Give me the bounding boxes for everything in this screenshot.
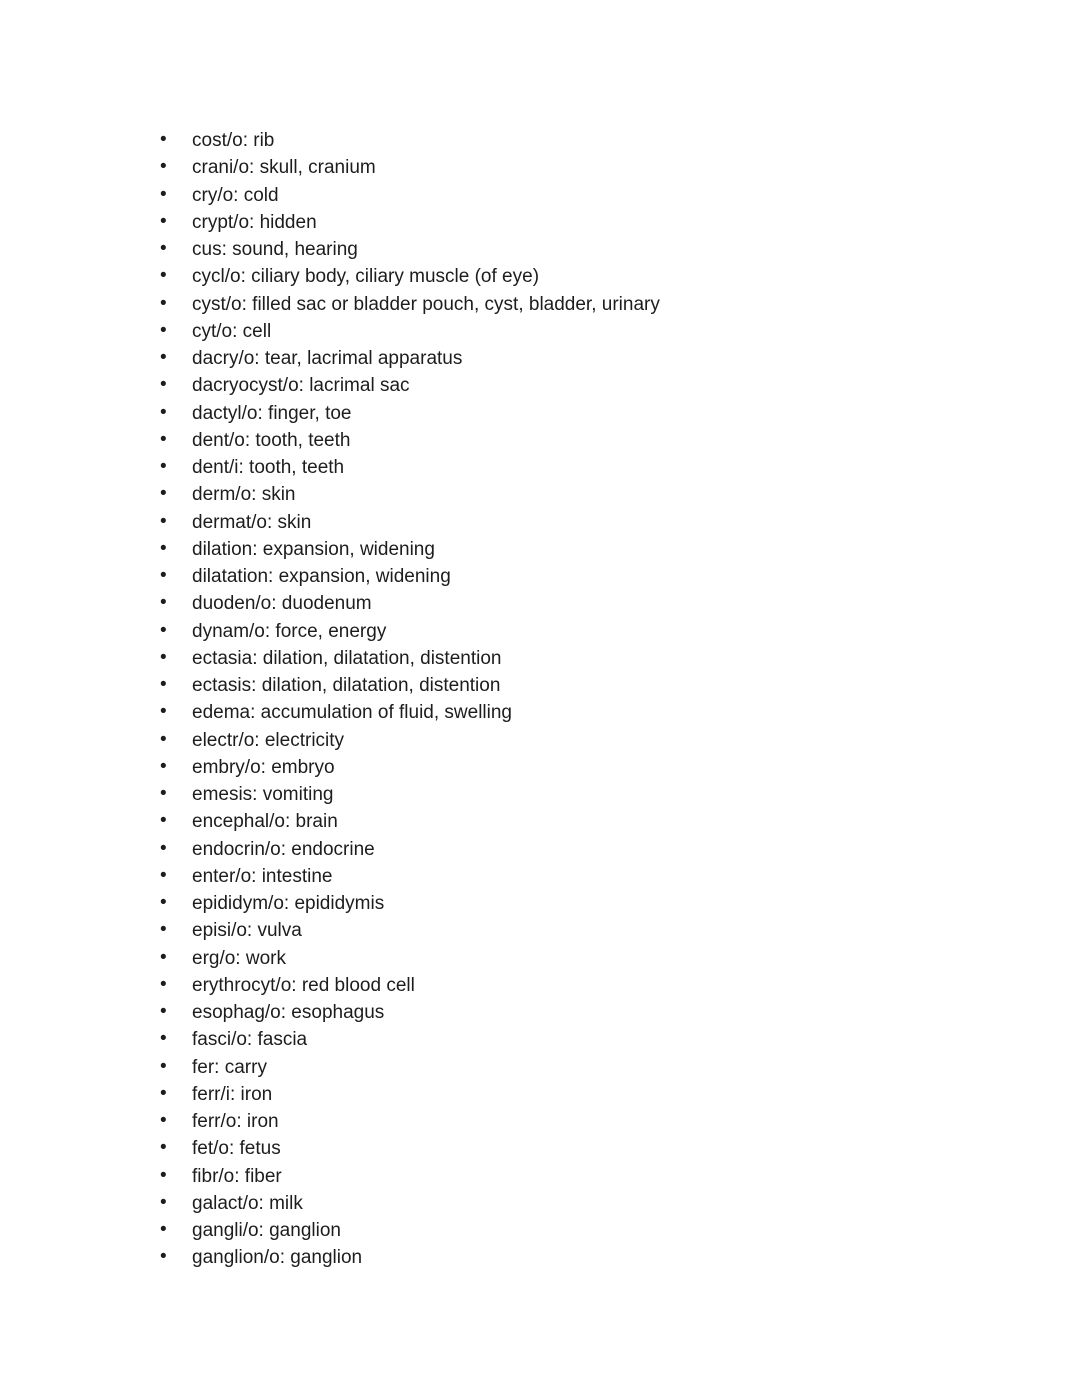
bullet-icon: • xyxy=(160,1110,167,1131)
term-text: esophag/o: esophagus xyxy=(192,1002,385,1023)
bullet-icon: • xyxy=(160,156,167,178)
bullet-icon: • xyxy=(160,401,167,423)
term-text: dent/o: tooth, teeth xyxy=(192,429,351,451)
list-item xyxy=(160,672,960,699)
bullet-icon: • xyxy=(160,210,167,232)
list-item xyxy=(160,972,960,999)
term-text: edema: accumulation of fluid, swelling xyxy=(192,702,513,724)
term-text: gangli/o: ganglion xyxy=(192,1220,341,1241)
bullet-icon: • xyxy=(160,755,167,777)
list-item xyxy=(160,127,960,154)
bullet-icon: • xyxy=(160,919,167,941)
list-item xyxy=(160,481,960,508)
bullet-icon: • xyxy=(160,265,167,287)
list-item xyxy=(160,1217,960,1244)
list-item xyxy=(160,1108,960,1135)
bullet-icon: • xyxy=(160,292,167,314)
term-text: crani/o: skull, cranium xyxy=(192,157,376,179)
list-item xyxy=(160,236,960,263)
list-item xyxy=(160,1026,960,1053)
term-text: fasci/o: fascia xyxy=(192,1029,308,1051)
term-text: crypt/o: hidden xyxy=(192,211,317,233)
list-item xyxy=(160,863,960,890)
term-text: fet/o: fetus xyxy=(192,1138,281,1160)
bullet-icon: • xyxy=(160,456,167,477)
term-text: erythrocyt/o: red blood cell xyxy=(192,974,415,996)
bullet-icon: • xyxy=(160,619,167,641)
term-text: dilation: expansion, widening xyxy=(192,538,435,560)
list-item xyxy=(160,154,960,181)
list-item xyxy=(160,699,960,726)
list-item xyxy=(160,509,960,536)
bullet-icon: • xyxy=(160,1137,167,1159)
list-item xyxy=(160,836,960,863)
list-item xyxy=(160,209,960,236)
list-item xyxy=(160,536,960,563)
list-item xyxy=(160,318,960,345)
bullet-icon: • xyxy=(160,646,167,668)
bullet-icon: • xyxy=(160,129,167,150)
list-item xyxy=(160,890,960,917)
bullet-icon: • xyxy=(160,347,167,368)
bullet-icon: • xyxy=(160,592,167,614)
list-item xyxy=(160,645,960,672)
term-text: cyst/o: filled sac or bladder pouch, cyst, bladder, urinary xyxy=(192,293,660,315)
bullet-icon: • xyxy=(160,537,167,559)
term-text: dactyl/o: finger, toe xyxy=(192,402,352,424)
list-item xyxy=(160,917,960,944)
bullet-icon: • xyxy=(160,319,167,341)
list-item xyxy=(160,999,960,1026)
term-text: cyt/o: cell xyxy=(192,320,272,342)
bullet-icon: • xyxy=(160,728,167,750)
term-text: duoden/o: duodenum xyxy=(192,593,372,615)
term-text: fer: carry xyxy=(192,1056,267,1078)
list-item xyxy=(160,291,960,318)
bullet-icon: • xyxy=(160,183,167,205)
term-text: emesis: vomiting xyxy=(192,784,334,805)
list-item xyxy=(160,781,960,808)
bullet-icon: • xyxy=(160,973,167,995)
list-item xyxy=(160,427,960,454)
term-text: cus: sound, hearing xyxy=(192,239,358,260)
term-text: erg/o: work xyxy=(192,947,286,969)
bullet-icon: • xyxy=(160,674,167,695)
bullet-icon: • xyxy=(160,837,167,859)
list-item xyxy=(160,808,960,835)
term-text: embry/o: embryo xyxy=(192,756,335,778)
bullet-icon: • xyxy=(160,701,167,723)
list-item xyxy=(160,754,960,781)
bullet-icon: • xyxy=(160,1028,167,1050)
term-list xyxy=(160,127,960,1272)
bullet-icon: • xyxy=(160,864,167,886)
bullet-icon: • xyxy=(160,1219,167,1240)
bullet-icon: • xyxy=(160,510,167,532)
bullet-icon: • xyxy=(160,1246,167,1268)
list-item xyxy=(160,1054,960,1081)
list-item xyxy=(160,345,960,372)
list-item xyxy=(160,1135,960,1162)
bullet-icon: • xyxy=(160,810,167,832)
list-item xyxy=(160,1163,960,1190)
term-text: endocrin/o: endocrine xyxy=(192,838,375,860)
bullet-icon: • xyxy=(160,1164,167,1186)
list-item xyxy=(160,563,960,590)
bullet-icon: • xyxy=(160,1191,167,1213)
term-text: ferr/i: iron xyxy=(192,1083,273,1105)
bullet-icon: • xyxy=(160,238,167,259)
term-text: dacry/o: tear, lacrimal apparatus xyxy=(192,348,463,369)
bullet-icon: • xyxy=(160,428,167,450)
bullet-icon: • xyxy=(160,1001,167,1022)
term-text: ganglion/o: ganglion xyxy=(192,1247,363,1269)
term-text: fibr/o: fiber xyxy=(192,1165,282,1187)
bullet-icon: • xyxy=(160,1055,167,1077)
term-text: dermat/o: skin xyxy=(192,511,312,533)
term-text: dilatation: expansion, widening xyxy=(192,566,451,587)
list-item xyxy=(160,400,960,427)
term-text: ectasia: dilation, dilatation, distention xyxy=(192,647,502,669)
term-text: ectasis: dilation, dilatation, distention xyxy=(192,675,501,696)
list-item xyxy=(160,372,960,399)
term-text: dynam/o: force, energy xyxy=(192,620,387,642)
term-text: ferr/o: iron xyxy=(192,1111,279,1132)
list-item xyxy=(160,454,960,481)
list-item xyxy=(160,945,960,972)
bullet-icon: • xyxy=(160,1082,167,1104)
term-text: dacryocyst/o: lacrimal sac xyxy=(192,375,410,397)
term-text: cycl/o: ciliary body, ciliary muscle (of eye) xyxy=(192,266,540,288)
term-text: episi/o: vulva xyxy=(192,920,302,942)
list-item xyxy=(160,618,960,645)
term-text: derm/o: skin xyxy=(192,484,296,506)
term-text: epididym/o: epididymis xyxy=(192,893,385,914)
bullet-icon: • xyxy=(160,783,167,804)
list-item xyxy=(160,182,960,209)
term-text: enter/o: intestine xyxy=(192,865,333,887)
list-item xyxy=(160,1244,960,1271)
bullet-icon: • xyxy=(160,483,167,505)
term-text: cost/o: rib xyxy=(192,130,275,151)
list-item xyxy=(160,263,960,290)
list-item xyxy=(160,1081,960,1108)
bullet-icon: • xyxy=(160,565,167,586)
list-item xyxy=(160,727,960,754)
bullet-icon: • xyxy=(160,374,167,396)
list-item xyxy=(160,590,960,617)
bullet-icon: • xyxy=(160,946,167,968)
term-text: encephal/o: brain xyxy=(192,811,338,833)
term-text: electr/o: electricity xyxy=(192,729,345,751)
term-text: dent/i: tooth, teeth xyxy=(192,457,345,478)
term-text: galact/o: milk xyxy=(192,1192,303,1214)
term-text: cry/o: cold xyxy=(192,184,279,206)
bullet-icon: • xyxy=(160,892,167,913)
list-item xyxy=(160,1190,960,1217)
